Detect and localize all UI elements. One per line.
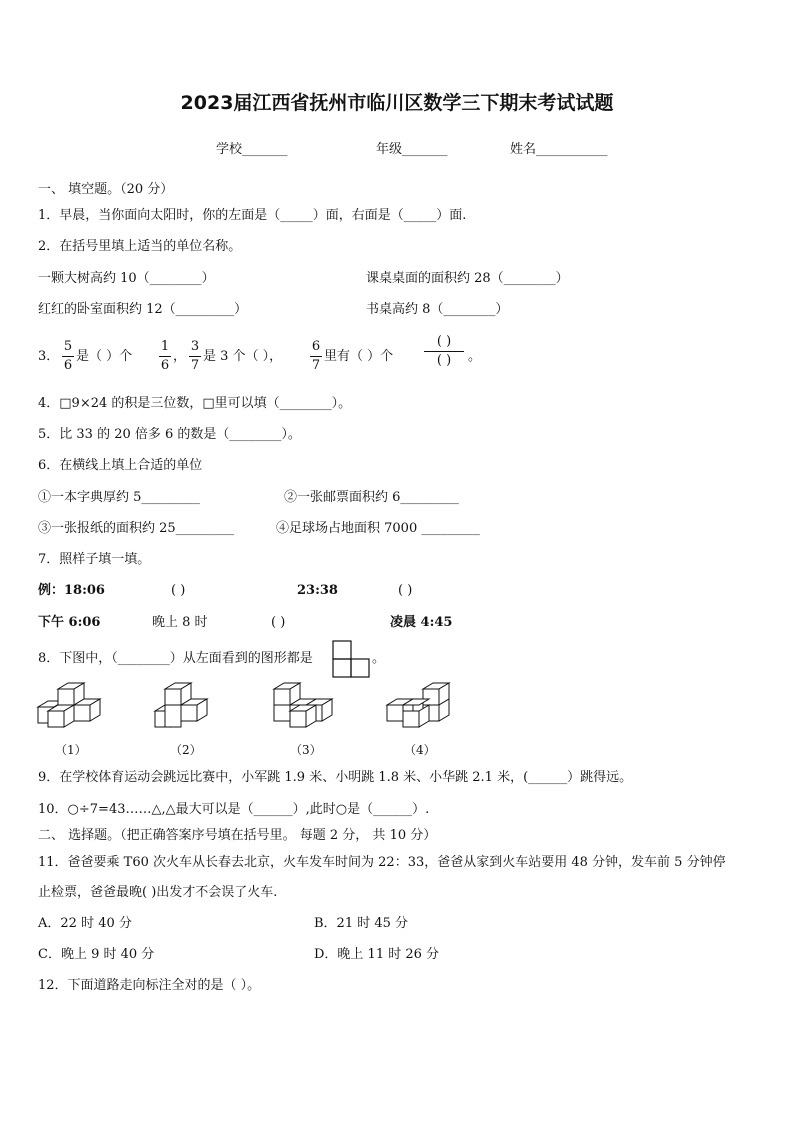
cube-figure-2 <box>153 683 223 735</box>
question-8-end: 。 <box>372 651 386 666</box>
option-b[interactable]: B．21 时 45 分 <box>314 916 409 931</box>
question-3-number: 3． <box>38 349 60 364</box>
question-7-time-5: 凌晨 4:45 <box>390 615 453 630</box>
question-7-blank-3[interactable]: ( ) <box>271 615 286 630</box>
section-2-heading: 二、 选择题。（把正确答案序号填在括号里。 每题 2 分， 共 10 分） <box>38 828 437 843</box>
question-6-a: ①一本字典厚约 5_________ <box>38 490 200 505</box>
question-7-time-3: 下午 6:06 <box>38 615 101 630</box>
question-2-c: 红红的卧室面积约 12（_________） <box>38 302 248 317</box>
cube-figure-4 <box>385 683 455 735</box>
fraction-5-6: 5 6 <box>63 339 73 373</box>
question-5: 5．比 33 的 20 倍多 6 的数是（________）。 <box>38 427 301 442</box>
left-view-shape-icon <box>332 640 372 678</box>
cube-figure-1 <box>36 683 106 735</box>
question-7-time-4: 晚上 8 时 <box>152 615 208 630</box>
question-3-end: 。 <box>468 349 482 364</box>
question-7-time-2: 23:38 <box>297 583 338 598</box>
option-c[interactable]: C．晚上 9 时 40 分 <box>38 947 155 962</box>
question-2-d: 书桌高约 8（________） <box>366 302 509 317</box>
fraction-3-7: 3 7 <box>190 339 200 373</box>
option-a[interactable]: A．22 时 40 分 <box>38 916 132 931</box>
question-4: 4．□9×24 的积是三位数，□里可以填（________）。 <box>38 396 352 411</box>
fraction-1-6: 1 6 <box>160 339 170 373</box>
question-3-text-1: 是（ ）个 <box>76 349 133 364</box>
question-7-example: 例：18:06 <box>38 583 105 598</box>
blank-fraction[interactable]: ( ) ( ) <box>424 334 464 369</box>
figure-label-3: （3） <box>290 743 322 757</box>
page-title: 2023届江西省抚州市临川区数学三下期末考试试题 <box>180 92 614 114</box>
question-10: 10．○÷7=43……△,△最大可以是（______）,此时○是（______）. <box>38 802 430 817</box>
school-field[interactable]: 学校_______ <box>216 142 288 157</box>
question-11-line-2: 止检票，爸爸最晚( )出发才不会误了火车. <box>38 885 278 900</box>
question-6-stem: 6．在横线上填上合适的单位 <box>38 458 203 473</box>
question-12: 12．下面道路走向标注全对的是（ ）。 <box>38 978 261 993</box>
question-11-line-1: 11．爸爸要乘 T60 次火车从长春去北京，火车发车时间为 22：33，爸爸从家到火车站要用 48 分钟，发车前 5 分钟停 <box>38 855 726 870</box>
question-7-stem: 7．照样子填一填。 <box>38 552 151 567</box>
question-7-blank-1[interactable]: ( ) <box>171 583 186 598</box>
question-6-c: ③一张报纸的面积约 25_________ <box>38 521 235 536</box>
question-3-text-2: ， <box>173 349 187 364</box>
question-1: 1．早晨，当你面向太阳时，你的左面是（_____）面，右面是（_____）面. <box>38 208 467 223</box>
question-7-blank-2[interactable]: ( ) <box>398 583 413 598</box>
figure-label-4: （4） <box>404 743 436 757</box>
question-6-d: ④足球场占地面积 7000 _________ <box>276 521 480 536</box>
question-2-b: 课桌桌面的面积约 28（________） <box>366 271 569 286</box>
section-1-heading: 一、 填空题。（20 分） <box>38 182 174 197</box>
grade-field[interactable]: 年级_______ <box>376 142 448 157</box>
figure-label-1: （1） <box>55 743 87 757</box>
question-3-text-3: 是 3 个（ ）， <box>203 349 283 364</box>
fraction-6-7: 6 7 <box>311 339 321 373</box>
question-3-text-4: 里有（ ）个 <box>324 349 394 364</box>
question-2-a: 一颗大树高约 10（________） <box>38 271 215 286</box>
name-field[interactable]: 姓名___________ <box>510 142 608 157</box>
question-8-stem: 8．下图中，（________）从左面看到的图形都是 <box>38 651 313 666</box>
question-9: 9．在学校体育运动会跳远比赛中，小军跳 1.9 米、小明跳 1.8 米、小华跳 2.1 米，(______）跳得远。 <box>38 770 633 785</box>
question-6-b: ②一张邮票面积约 6_________ <box>284 490 459 505</box>
figure-label-2: （2） <box>170 743 202 757</box>
cube-figure-3 <box>272 683 342 735</box>
question-2-stem: 2．在括号里填上适当的单位名称。 <box>38 239 242 254</box>
option-d[interactable]: D．晚上 11 时 26 分 <box>314 947 440 962</box>
